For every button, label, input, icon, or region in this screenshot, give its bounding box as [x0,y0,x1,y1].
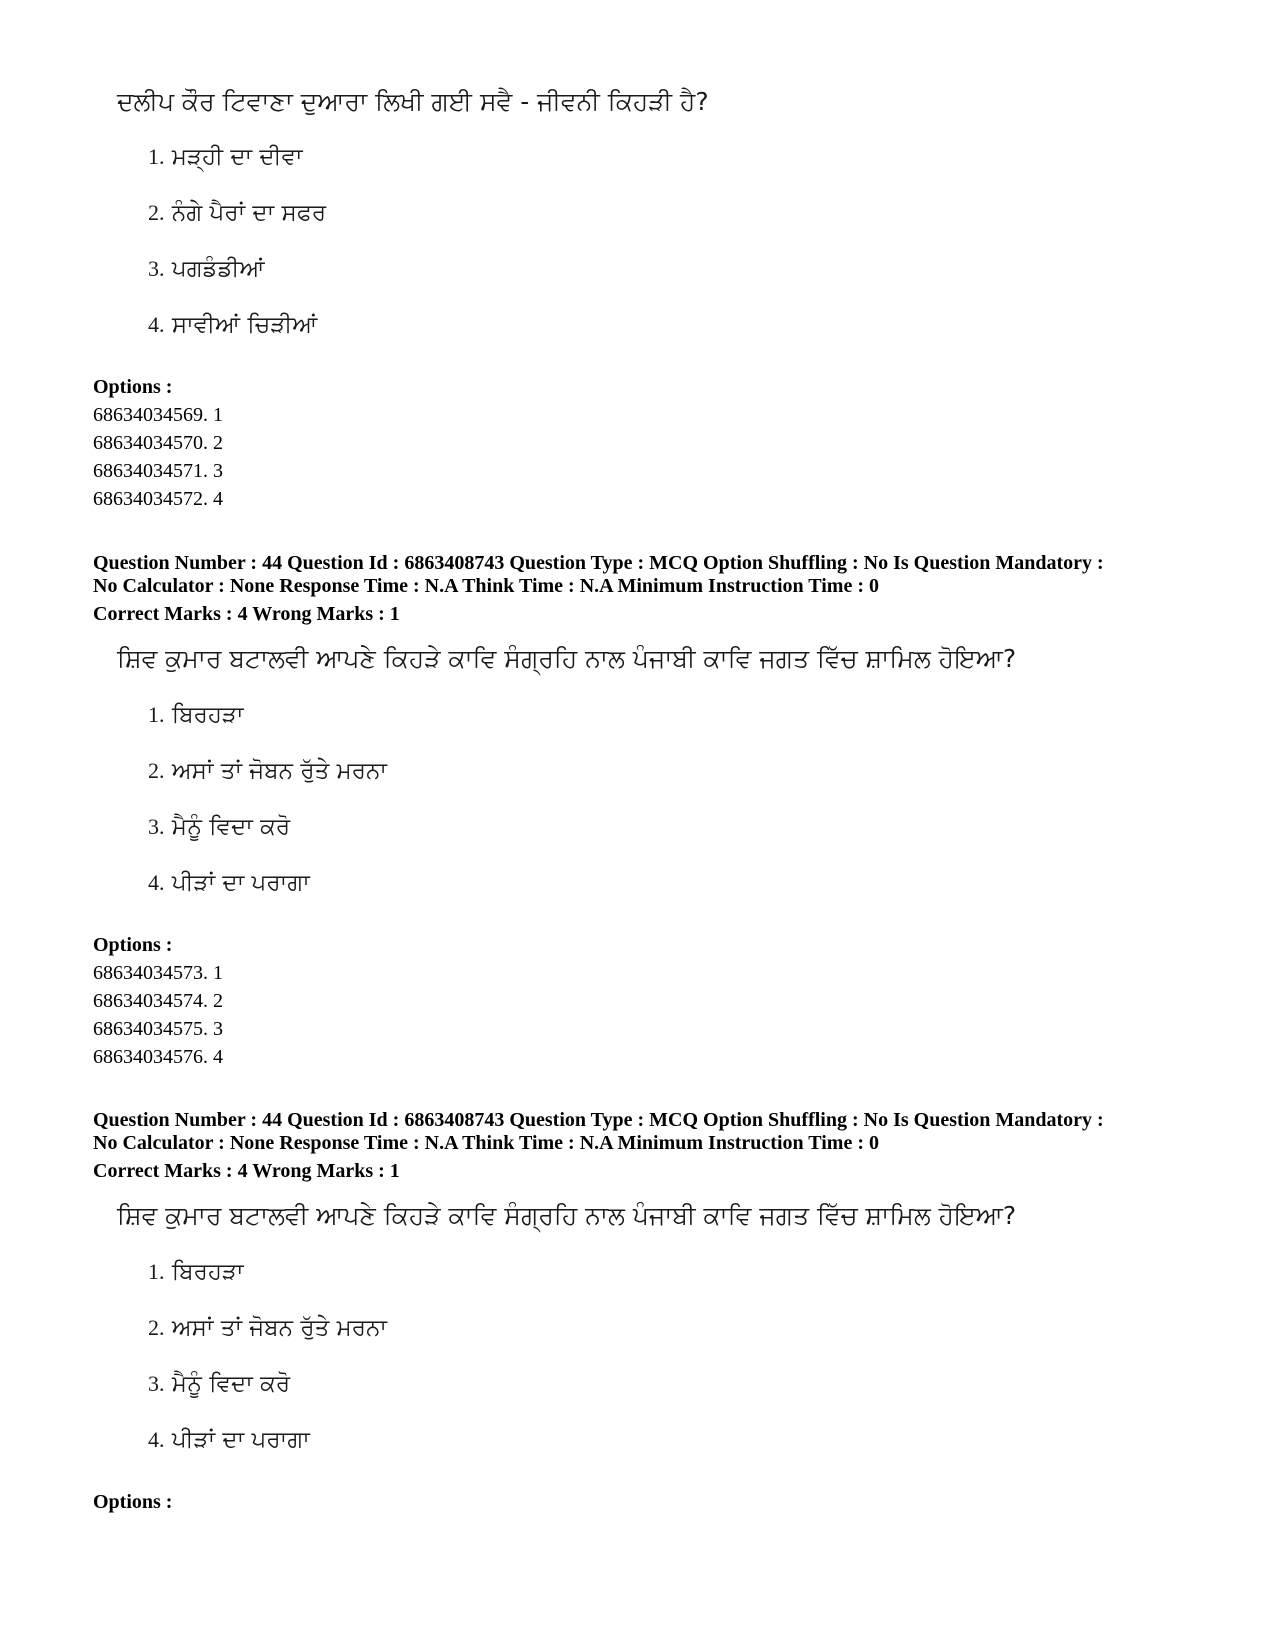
choice-text: ਪਗਡੰਡੀਆਂ [171,256,265,282]
question-meta: No Calculator : None Response Time : N.A Think Time : N.A Minimum Instruction Time : 0 [93,575,879,597]
answer-choice [148,812,290,842]
choice-number: 1. [148,1259,165,1284]
option-id-line: 68634034573. 1 [93,962,223,984]
choice-text: ਪੀੜਾਂ ਦਾ ਪਰਾਗਾ [171,1427,310,1453]
question-text: ਦਲੀਪ ਕੌਰ ਟਿਵਾਣਾ ਦੁਆਰਾ ਲਿਖੀ ਗਈ ਸਵੈ - ਜੀਵਨੀ ਕਿਹੜੀ ਹੈ? [117,87,709,116]
choice-number: 2. [148,200,165,225]
choice-number: 3. [148,256,165,281]
choice-text: ਮੈਨੂੰ ਵਿਦਾ ਕਰੋ [171,1371,291,1397]
question-text: ਸ਼ਿਵ ਕੁਮਾਰ ਬਟਾਲਵੀ ਆਪਣੇ ਕਿਹੜੇ ਕਾਵਿ ਸੰਗ੍ਰਹਿ ਨਾਲ ਪੰਜਾਬੀ ਕਾਵਿ ਜਗਤ ਵਿੱਚ ਸ਼ਾਮਿਲ ਹੋਇਆ? [117,1201,1017,1230]
choice-text: ਪੀੜਾਂ ਦਾ ਪਰਾਗਾ [171,870,310,896]
choice-text: ਸਾਵੀਆਂ ਚਿੜੀਆਂ [171,312,318,338]
option-id-line: 68634034574. 2 [93,990,223,1012]
option-id-line: 68634034575. 3 [93,1018,223,1040]
option-id-line: 68634034569. 1 [93,404,223,426]
question-text: ਸ਼ਿਵ ਕੁਮਾਰ ਬਟਾਲਵੀ ਆਪਣੇ ਕਿਹੜੇ ਕਾਵਿ ਸੰਗ੍ਰਹਿ ਨਾਲ ਪੰਜਾਬੀ ਕਾਵਿ ਜਗਤ ਵਿੱਚ ਸ਼ਾਮਿਲ ਹੋਇਆ? [117,644,1017,673]
choice-text: ਅਸਾਂ ਤਾਂ ਜੋਬਨ ਰੁੱਤੇ ਮਰਨਾ [171,1315,387,1341]
options-heading: Options : [93,934,173,956]
choice-text: ਮੈਨੂੰ ਵਿਦਾ ਕਰੋ [171,814,291,840]
choice-text: ਮੜ੍ਹੀ ਦਾ ਦੀਵਾ [171,144,303,170]
answer-choice [148,310,317,340]
options-heading: Options : [93,1491,173,1513]
answer-choice [148,254,265,284]
choice-text: ਬਿਰਹੜਾ [171,702,244,728]
answer-choice [148,1257,244,1287]
question-meta: Question Number : 44 Question Id : 6863408743 Question Type : MCQ Option Shuffling : No Is Question Mandatory : [93,552,1104,574]
question-meta: Question Number : 44 Question Id : 6863408743 Question Type : MCQ Option Shuffling : No Is Question Mandatory : [93,1109,1104,1131]
options-heading: Options : [93,376,173,398]
option-id-line: 68634034571. 3 [93,460,223,482]
answer-choice [148,142,303,172]
answer-choice [148,1369,290,1399]
choice-text: ਨੰਗੇ ਪੈਰਾਂ ਦਾ ਸਫਰ [171,200,327,226]
option-id-line: 68634034570. 2 [93,432,223,454]
answer-choice [148,1425,310,1455]
choice-number: 4. [148,312,165,337]
answer-choice [148,756,387,786]
option-id-line: 68634034576. 4 [93,1046,223,1068]
question-meta: No Calculator : None Response Time : N.A Think Time : N.A Minimum Instruction Time : 0 [93,1132,879,1154]
choice-number: 2. [148,1315,165,1340]
choice-text: ਅਸਾਂ ਤਾਂ ਜੋਬਨ ਰੁੱਤੇ ਮਰਨਾ [171,758,387,784]
choice-number: 2. [148,758,165,783]
question-marks: Correct Marks : 4 Wrong Marks : 1 [93,1160,400,1182]
choice-number: 4. [148,870,165,895]
choice-number: 4. [148,1427,165,1452]
choice-number: 1. [148,144,165,169]
answer-choice [148,1313,387,1343]
choice-number: 3. [148,1371,165,1396]
question-marks: Correct Marks : 4 Wrong Marks : 1 [93,603,400,625]
option-id-line: 68634034572. 4 [93,488,223,510]
choice-number: 3. [148,814,165,839]
choice-number: 1. [148,702,165,727]
answer-choice [148,700,244,730]
answer-choice [148,198,326,228]
answer-choice [148,868,310,898]
choice-text: ਬਿਰਹੜਾ [171,1259,244,1285]
